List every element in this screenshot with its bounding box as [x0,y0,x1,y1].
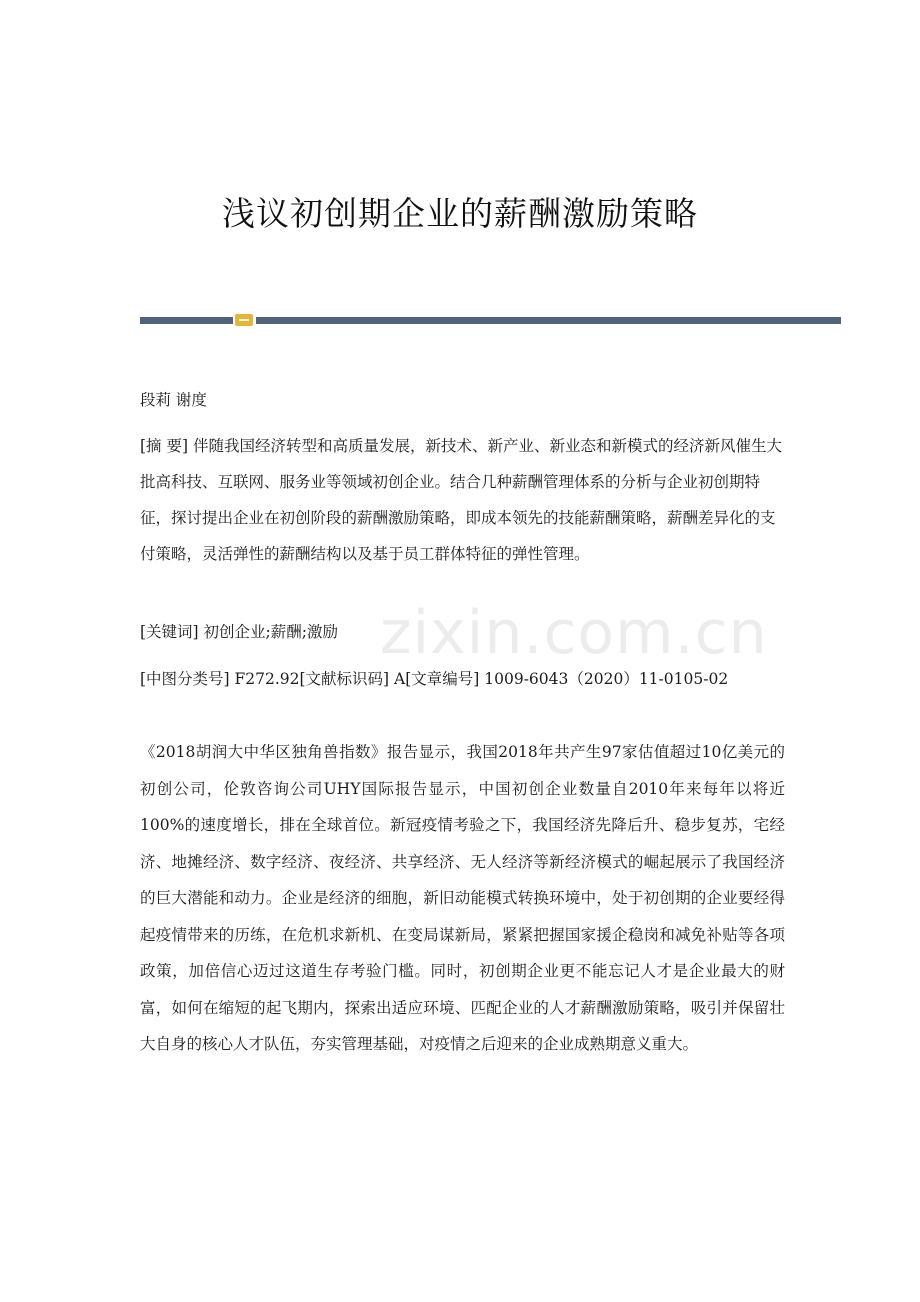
authors: 段莉 谢度 [140,391,207,409]
classification-line: [中图分类号] F272.92[文献标识码] A[文章编号] 1009-6043（2020）11-0105-02 [140,670,729,688]
watermark: zixin.com.cn [380,598,768,668]
divider-ornament-icon [235,314,253,326]
body-paragraph: 《2018胡润大中华区独角兽指数》报告显示，我国2018年共产生97家估值超过10亿美元的初创公司，伦敦咨询公司UHY国际报告显示，中国初创企业数量自2010年来每年以将近100%的速度增长，排在全球首位。新冠疫情考验之下，我国经济先降后升、稳步复苏，宅经济、地摊经济、数字经济、夜经济、共享经济、无人经济等新经济模式的崛起展示了我国经济的巨大潜能和动力。企业是经济的细胞，新旧动能模式转换环境中，处于初创期的企业要经得起疫情带来的历练，在危机求新机、在变局谋新局，紧紧把握国家援企稳岗和减免补贴等各项政策，加倍信心迈过这道生存考验门槛。同时，初创期企业更不能忘记人才是企业最大的财富，如何在缩短的起飞期内，探索出适应环境、匹配企业的人才薪酬激励策略，吸引并保留壮大自身的核心人才队伍，夯实管理基础，对疫情之后迎来的企业成熟期意义重大。 [140,743,785,1053]
abstract: [摘 要] 伴随我国经济转型和高质量发展，新技术、新产业、新业态和新模式的经济新风催生大批高科技、互联网、服务业等领域初创企业。结合几种薪酬管理体系的分析与企业初创期特征，探讨提出企业在初创阶段的薪酬激励策略，即成本领先的技能薪酬策略，薪酬差异化的支付策略，灵活弹性的薪酬结构以及基于员工群体特征的弹性管理。 [140,437,782,563]
title-divider [140,314,841,326]
divider-bar-left [140,317,233,324]
divider-bar-right [256,317,841,324]
document-title: 浅议初创期企业的薪酬激励策略 [222,194,698,233]
keywords: [关键词] 初创企业;薪酬;激励 [140,623,338,641]
